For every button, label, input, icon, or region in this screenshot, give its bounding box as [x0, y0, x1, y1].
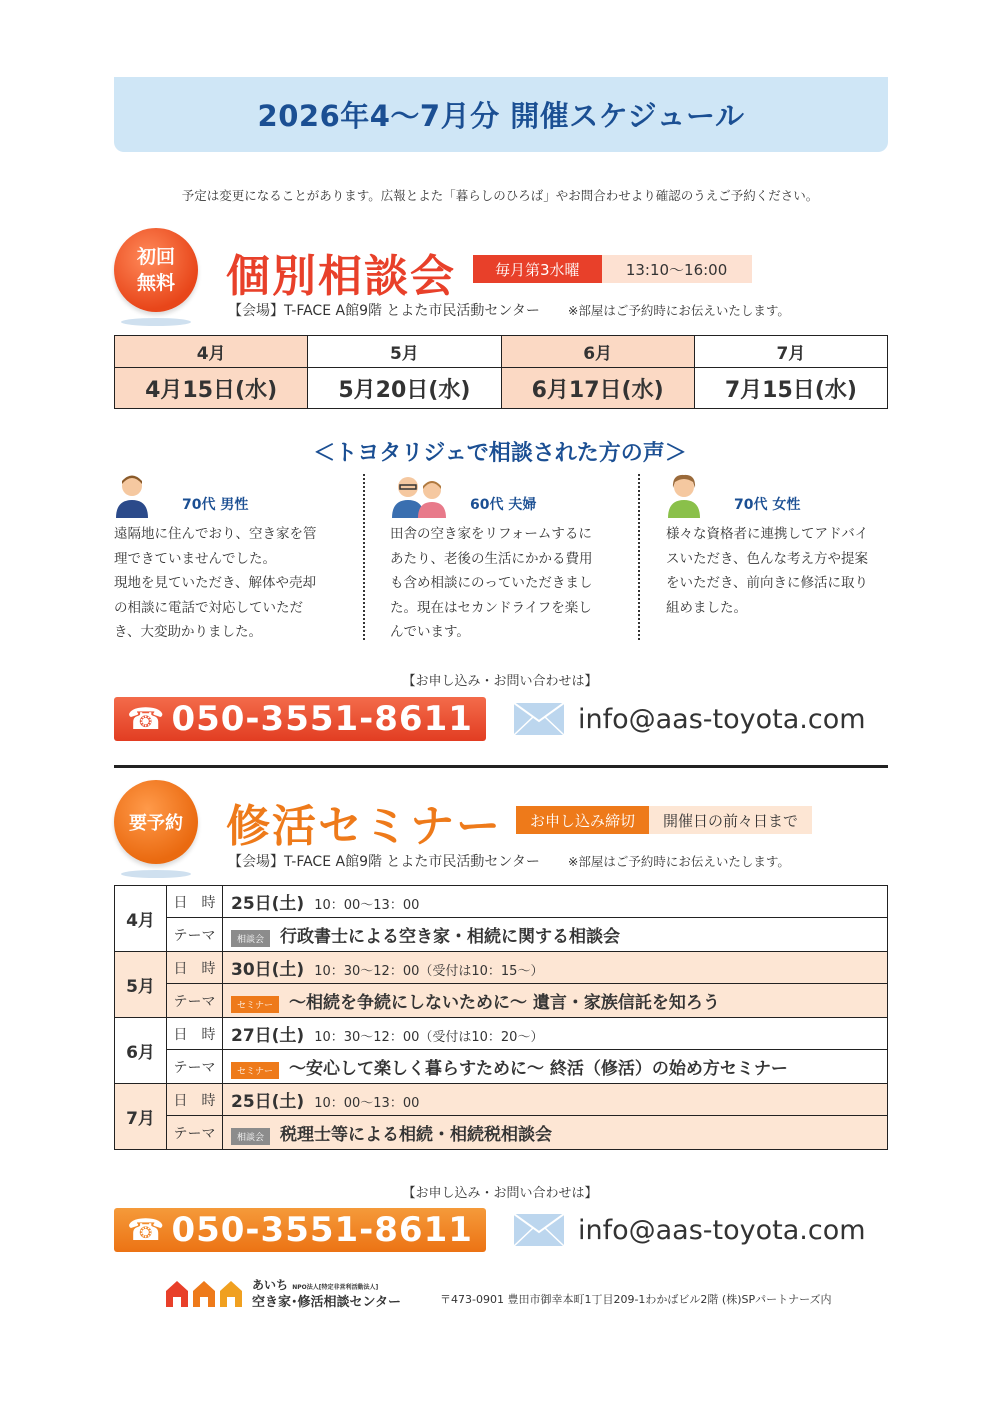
seminar-date: 27日(土)	[231, 1026, 305, 1046]
org-sub: NPO法人[特定非営利活動法人]	[292, 1284, 379, 1291]
month-header: 5月	[308, 336, 501, 368]
voice-text-line: 様々な資格者に連携してアドバイ	[666, 526, 869, 542]
voice-divider	[638, 474, 640, 640]
free-badge-line2: 無料	[136, 272, 175, 294]
seminar-month: 6月	[115, 1018, 167, 1084]
voice-text-line: をいただき、前向きに修活に取り	[666, 575, 868, 592]
venue-text: 【会場】T-FACE A館9階 とよた市民活動センター	[228, 854, 540, 870]
voice-text-line: 現地を見ていただき、解体や売却	[114, 575, 316, 592]
phone-number-button[interactable]	[114, 1208, 486, 1252]
seminar-date: 25日(土)	[231, 894, 305, 914]
voice-text-line: た。現在はセカンドライフを楽し	[390, 599, 592, 616]
venue-text: 【会場】T-FACE A館9階 とよた市民活動センター	[228, 303, 540, 319]
event-type-chip: 相談会	[231, 930, 270, 947]
reservation-badge	[114, 780, 198, 864]
month-header: 4月	[115, 336, 308, 368]
voice-card	[390, 470, 640, 645]
consult-date: 7月15日(水)	[694, 368, 887, 409]
voice-text-line: き、大変助かりました。	[114, 624, 262, 641]
consultation-title: 個別相談会	[226, 251, 456, 302]
house-logo-icon	[166, 1281, 244, 1307]
deadline-tag: お申し込み締切	[516, 806, 649, 834]
voice-card	[114, 470, 364, 645]
consult-date: 5月20日(水)	[308, 368, 501, 409]
seminar-title: 修活セミナー	[226, 801, 502, 852]
month-header: 7月	[694, 336, 887, 368]
seminar-time: 10：00〜13：00	[314, 1096, 420, 1111]
voice-text-line: 組めました。	[666, 599, 747, 616]
time-tag: 13:10〜16:00	[602, 255, 752, 283]
seminar-date: 25日(土)	[231, 1092, 305, 1112]
reservation-badge-text: 要予約	[129, 813, 183, 834]
page-title: 2026年4〜7月分 開催スケジュール	[257, 99, 745, 133]
badge-shadow	[121, 318, 191, 326]
consult-date: 4月15日(水)	[115, 368, 308, 409]
seminar-month: 7月	[115, 1084, 167, 1150]
voice-text-line: んでいます。	[390, 624, 470, 641]
voice-text-line: 遠隔地に住んでおり、空き家を管	[114, 526, 317, 542]
schedule-tag: 毎月第3水曜	[473, 255, 602, 283]
phone-icon: ☎	[127, 701, 166, 737]
badge-shadow	[121, 870, 191, 878]
phone-number: 050-3551-8611	[171, 1210, 473, 1250]
seminar-month: 4月	[115, 886, 167, 952]
seminar-time: 10：00〜13：00	[314, 898, 420, 913]
voice-text-line: あたり、老後の生活にかかる費用	[390, 550, 593, 567]
email-address: info@aas-toyota.com	[578, 1214, 866, 1246]
voice-who: 60代 夫婦	[470, 497, 537, 514]
voice-who: 70代 女性	[734, 497, 801, 514]
voices-title: ＜トヨタリジェで相談された方の声＞	[313, 441, 687, 466]
email-address: info@aas-toyota.com	[578, 703, 866, 735]
consultation-schedule-tag	[473, 255, 752, 283]
seminar-theme: 行政書士による空き家・相続に関する相談会	[280, 927, 621, 947]
contact-label: 【お申し込み・お問い合わせは】	[402, 1186, 598, 1201]
man-avatar-icon	[114, 472, 150, 518]
month-header: 6月	[501, 336, 694, 368]
phone-number-button[interactable]	[114, 697, 486, 741]
seminar-date: 30日(土)	[231, 960, 305, 980]
date-label: 日 時	[167, 1084, 223, 1116]
couple-avatar-icon	[390, 472, 450, 518]
event-type-chip: セミナー	[231, 1062, 279, 1079]
seminar-venue	[228, 851, 790, 871]
venue-note: ※部屋はご予約時にお伝えいたします。	[567, 854, 790, 869]
phone-icon: ☎	[127, 1212, 166, 1248]
consultation-venue	[228, 300, 790, 320]
org-name: 空き家･修活相談センター	[252, 1295, 401, 1310]
seminar-theme: 〜安心して楽しく暮らすために〜 終活（修活）の始め方セミナー	[289, 1059, 788, 1079]
event-type-chip: 相談会	[231, 1128, 270, 1145]
voice-text-line: の相談に電話で対応していただ	[114, 599, 303, 616]
voice-who: 70代 男性	[182, 497, 249, 514]
theme-label: テーマ	[167, 984, 223, 1018]
date-label: 日 時	[167, 886, 223, 918]
seminar-schedule-table	[114, 885, 888, 1150]
event-type-chip: セミナー	[231, 996, 279, 1013]
seminar-time: 10：30〜12：00（受付は10：15〜）	[314, 964, 544, 979]
envelope-icon	[514, 1214, 564, 1246]
section-divider	[114, 765, 888, 768]
email-link[interactable]	[514, 1208, 866, 1252]
theme-label: テーマ	[167, 1050, 223, 1084]
schedule-notice: 予定は変更になることがあります。広報とよた「暮らしのひろば」やお問合わせより確認のうえご予約ください。	[181, 188, 819, 203]
seminar-theme: 税理士等による相続・相続税相談会	[280, 1125, 553, 1145]
org-top: あいち	[252, 1278, 289, 1292]
date-label: 日 時	[167, 1018, 223, 1050]
free-badge	[114, 228, 198, 312]
seminar-month: 5月	[115, 952, 167, 1018]
deadline-value: 開催日の前々日まで	[649, 806, 812, 834]
voice-text-line: スいただき、色んな考え方や提案	[666, 550, 868, 567]
envelope-icon	[514, 703, 564, 735]
free-badge-line1: 初回	[136, 246, 175, 268]
voice-card	[666, 470, 916, 620]
date-label: 日 時	[167, 952, 223, 984]
title-banner	[114, 77, 888, 152]
email-link[interactable]	[514, 697, 866, 741]
theme-label: テーマ	[167, 918, 223, 952]
venue-note: ※部屋はご予約時にお伝えいたします。	[567, 303, 790, 318]
organization-logo	[166, 1278, 401, 1310]
consultation-dates-table	[114, 335, 888, 409]
seminar-time: 10：30〜12：00（受付は10：20〜）	[314, 1030, 544, 1045]
consult-date: 6月17日(水)	[501, 368, 694, 409]
voice-text-line: 理できていませんでした。	[114, 550, 276, 567]
contact-label: 【お申し込み・お問い合わせは】	[402, 674, 598, 689]
seminar-deadline-tag	[516, 806, 812, 834]
voice-divider	[363, 474, 365, 640]
phone-number: 050-3551-8611	[171, 699, 473, 739]
woman-avatar-icon	[666, 472, 702, 518]
organization-address: 〒473-0901 豊田市御幸本町1丁目209-1わかばビル2階 (株)SPパートナーズ内	[440, 1293, 832, 1306]
voice-text-line: も含め相談にのっていただきまし	[390, 575, 593, 592]
voice-text-line: 田舎の空き家をリフォームするに	[390, 526, 592, 542]
seminar-theme: 〜相続を争続にしないために〜 遺言・家族信託を知ろう	[289, 993, 720, 1013]
theme-label: テーマ	[167, 1116, 223, 1150]
